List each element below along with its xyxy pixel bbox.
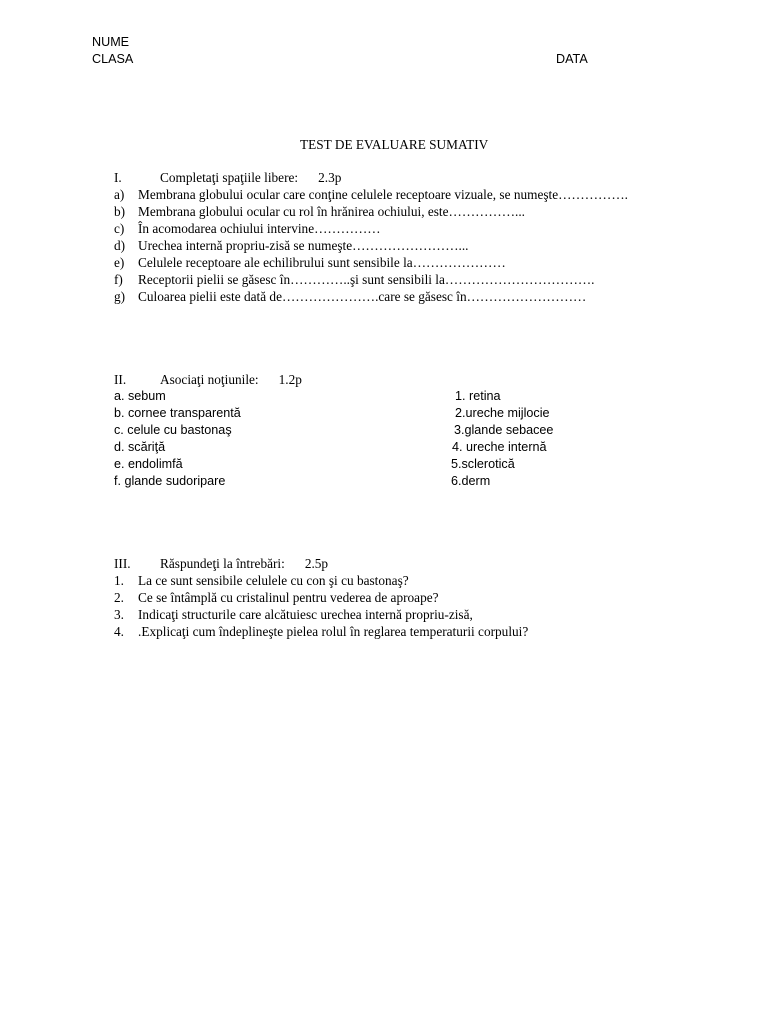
question-text: Ce se întâmplă cu cristalinul pentru vederea de aproape? [138,590,439,605]
page-title: TEST DE EVALUARE SUMATIV [300,137,489,152]
section-2-numeral: II. [114,372,127,387]
match-left-item: b. cornee transparentă [114,406,241,420]
match-right-item: 4. ureche internă [452,440,547,454]
match-left-item: a. sebum [114,389,166,403]
section-2-title: Asociaţi noţiunile: [160,372,259,387]
item-text: Receptorii pielii se găsesc în…………..şi sunt sensibili la……………………………. [138,272,595,287]
question-number: 4. [114,624,124,639]
question-text: Indicaţi structurile care alcătuiesc urechea internă propriu-zisă, [138,607,473,622]
match-right-item: 5.sclerotică [451,457,515,471]
question-text: La ce sunt sensibile celulele cu con şi cu bastonaş? [138,573,409,588]
section-1-item [114,186,628,203]
match-left-item: d. scăriţă [114,440,166,454]
item-marker: d) [114,238,126,253]
match-right-item: 1. retina [455,389,501,403]
section-1-item [114,220,381,237]
section-1-item [114,237,468,254]
item-marker: a) [114,187,125,202]
section-1-title: Completaţi spaţiile libere: [160,170,299,185]
item-text: Celulele receptoare ale echilibrului sunt sensibile la………………… [138,255,506,270]
class-label: CLASA [92,52,134,66]
match-left-item: e. endolimfă [114,457,183,471]
question-item [114,623,528,640]
section-3-numeral: III. [114,556,131,571]
question-number: 2. [114,590,124,605]
item-text: Culoarea pielii este dată de………………….care se găsesc în……………………… [138,289,587,304]
question-number: 1. [114,573,124,588]
item-text: Urechea internă propriu-zisă se numeşte……………………... [138,238,469,253]
question-item [114,589,439,606]
item-marker: e) [114,255,125,270]
question-item [114,606,473,623]
question-text: .Explicaţi cum îndeplineşte pielea rolul în reglarea temperaturii corpului? [138,624,529,639]
match-right-item: 3.glande sebacee [454,423,554,437]
section-1-points: 2.3p [318,170,342,185]
section-1-item [114,271,594,288]
name-label: NUME [92,35,130,49]
match-right-item: 2.ureche mijlocie [455,406,550,420]
section-2-heading [114,371,302,388]
item-marker: c) [114,221,125,236]
section-1-item [114,203,525,220]
section-2-points: 1.2p [278,372,302,387]
section-3-title: Răspundeţi la întrebări: [160,556,285,571]
match-right-item: 6.derm [451,474,491,488]
match-left-item: c. celule cu bastonaş [114,423,232,437]
item-text: Membrana globului ocular cu rol în hrănirea ochiului, este……………... [138,204,525,219]
item-text: Membrana globului ocular care conţine celulele receptoare vizuale, se numeşte……………. [138,187,628,202]
section-1-item [114,254,506,271]
section-1-item [114,288,586,305]
question-item [114,572,409,589]
match-left-item: f. glande sudoripare [114,474,226,488]
section-3-heading [114,555,328,572]
section-1-heading [114,169,341,186]
section-3-points: 2.5p [304,556,329,571]
item-marker: f) [114,272,123,287]
item-marker: b) [114,204,126,219]
section-1-numeral: I. [114,170,122,185]
item-text: În acomodarea ochiului intervine…………… [138,221,381,236]
date-label: DATA [556,52,588,66]
item-marker: g) [114,289,126,304]
question-number: 3. [114,607,124,622]
